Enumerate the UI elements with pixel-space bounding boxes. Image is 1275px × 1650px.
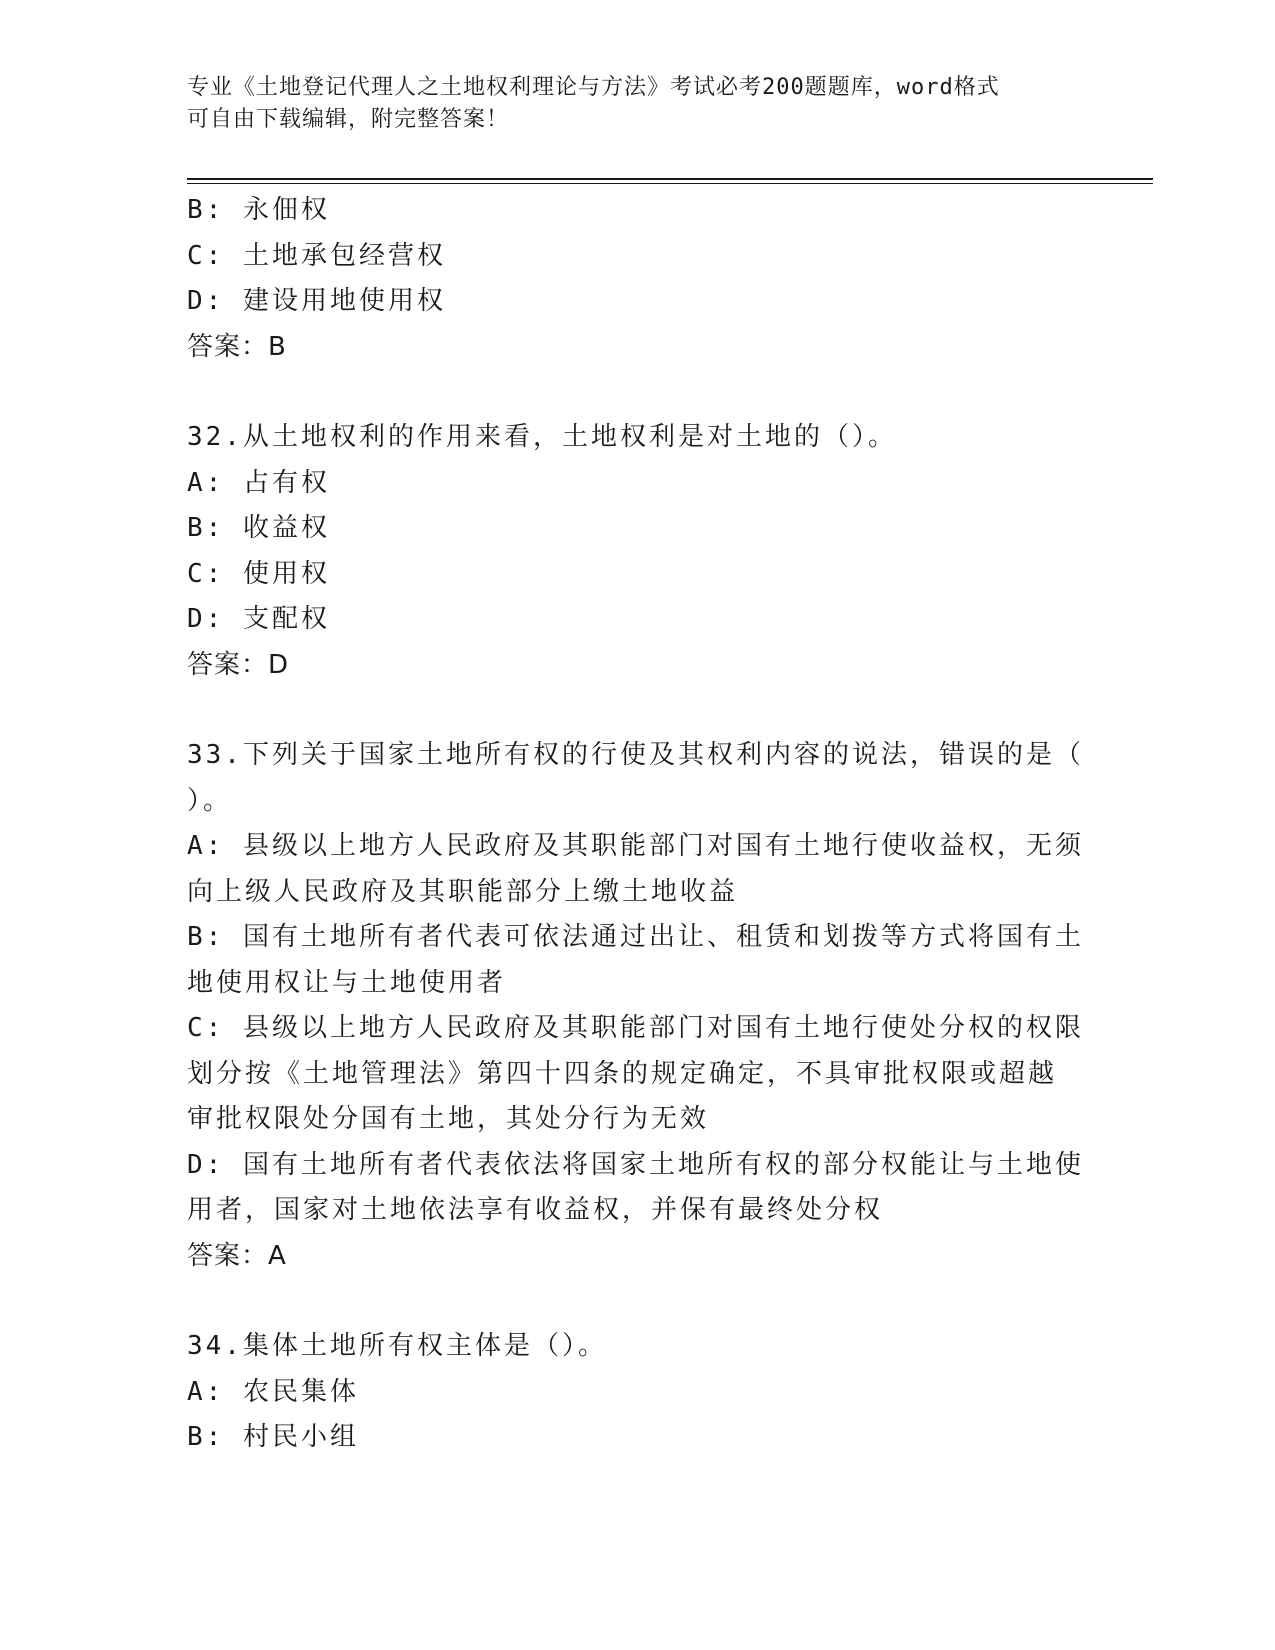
- question-33: [187, 733, 1087, 1279]
- header-line-2: 可自由下载编辑，附完整答案！: [187, 107, 510, 132]
- q32-option-c: C: 使用权: [187, 558, 330, 589]
- q33-option-c-line-1: C: 县级以上地方人民政府及其职能部门对国有土地行使处分权的权限: [187, 1013, 1084, 1043]
- header-rule-thick: [187, 178, 1153, 180]
- header-line-1: 专业《土地登记代理人之土地权利理论与方法》考试必考200题题库，word格式: [187, 75, 1000, 100]
- q33-option-d-line-2: 用者，国家对土地依法享有收益权，并保有最终处分权: [187, 1195, 884, 1225]
- q33-stem-line-2: ）。: [187, 785, 233, 816]
- q34-stem: 34.集体土地所有权主体是（）。: [187, 1331, 607, 1361]
- q33-option-b-line-2: 地使用权让与土地使用者: [187, 967, 507, 998]
- header-rule-thin: [187, 183, 1153, 184]
- question-31-tail: [187, 188, 1087, 370]
- q31-answer: 答案：B: [187, 331, 287, 362]
- q31-option-c: C: 土地承包经营权: [187, 240, 446, 271]
- q33-option-d-line-1: D: 国有土地所有者代表依法将国家土地所有权的部分权能让与土地使: [187, 1149, 1084, 1180]
- q33-stem-line-1: 33.下列关于国家土地所有权的行使及其权利内容的说法，错误的是（: [187, 740, 1084, 770]
- spacer: [187, 1279, 1087, 1324]
- q32-answer: 答案：D: [187, 649, 290, 680]
- question-32: [187, 415, 1087, 688]
- q31-option-b: B: 永佃权: [187, 195, 330, 225]
- spacer: [187, 688, 1087, 733]
- document-header: [187, 72, 1067, 136]
- q33-option-a-line-2: 向上级人民政府及其职能部分上缴土地收益: [187, 876, 739, 907]
- question-34: [187, 1324, 1087, 1461]
- q33-option-c-line-3: 审批权限处分国有土地，其处分行为无效: [187, 1104, 710, 1134]
- spacer: [187, 370, 1087, 415]
- q32-option-a: A: 占有权: [187, 467, 330, 498]
- q34-option-b: B: 村民小组: [187, 1422, 359, 1452]
- q32-stem: 32.从土地权利的作用来看，土地权利是对土地的（）。: [187, 422, 897, 452]
- q32-option-d: D: 支配权: [187, 604, 330, 634]
- q33-option-c-line-2: 划分按《土地管理法》第四十四条的规定确定，不具审批权限或超越: [187, 1058, 1058, 1089]
- q32-option-b: B: 收益权: [187, 513, 330, 543]
- q34-option-a: A: 农民集体: [187, 1376, 359, 1407]
- q33-option-a-line-1: A: 县级以上地方人民政府及其职能部门对国有土地行使收益权，无须: [187, 831, 1084, 861]
- document-body: [187, 188, 1087, 1461]
- q33-option-b-line-1: B: 国有土地所有者代表可依法通过出让、租赁和划拨等方式将国有土: [187, 922, 1084, 952]
- q31-option-d: D: 建设用地使用权: [187, 286, 446, 316]
- q33-answer: 答案：A: [187, 1240, 287, 1271]
